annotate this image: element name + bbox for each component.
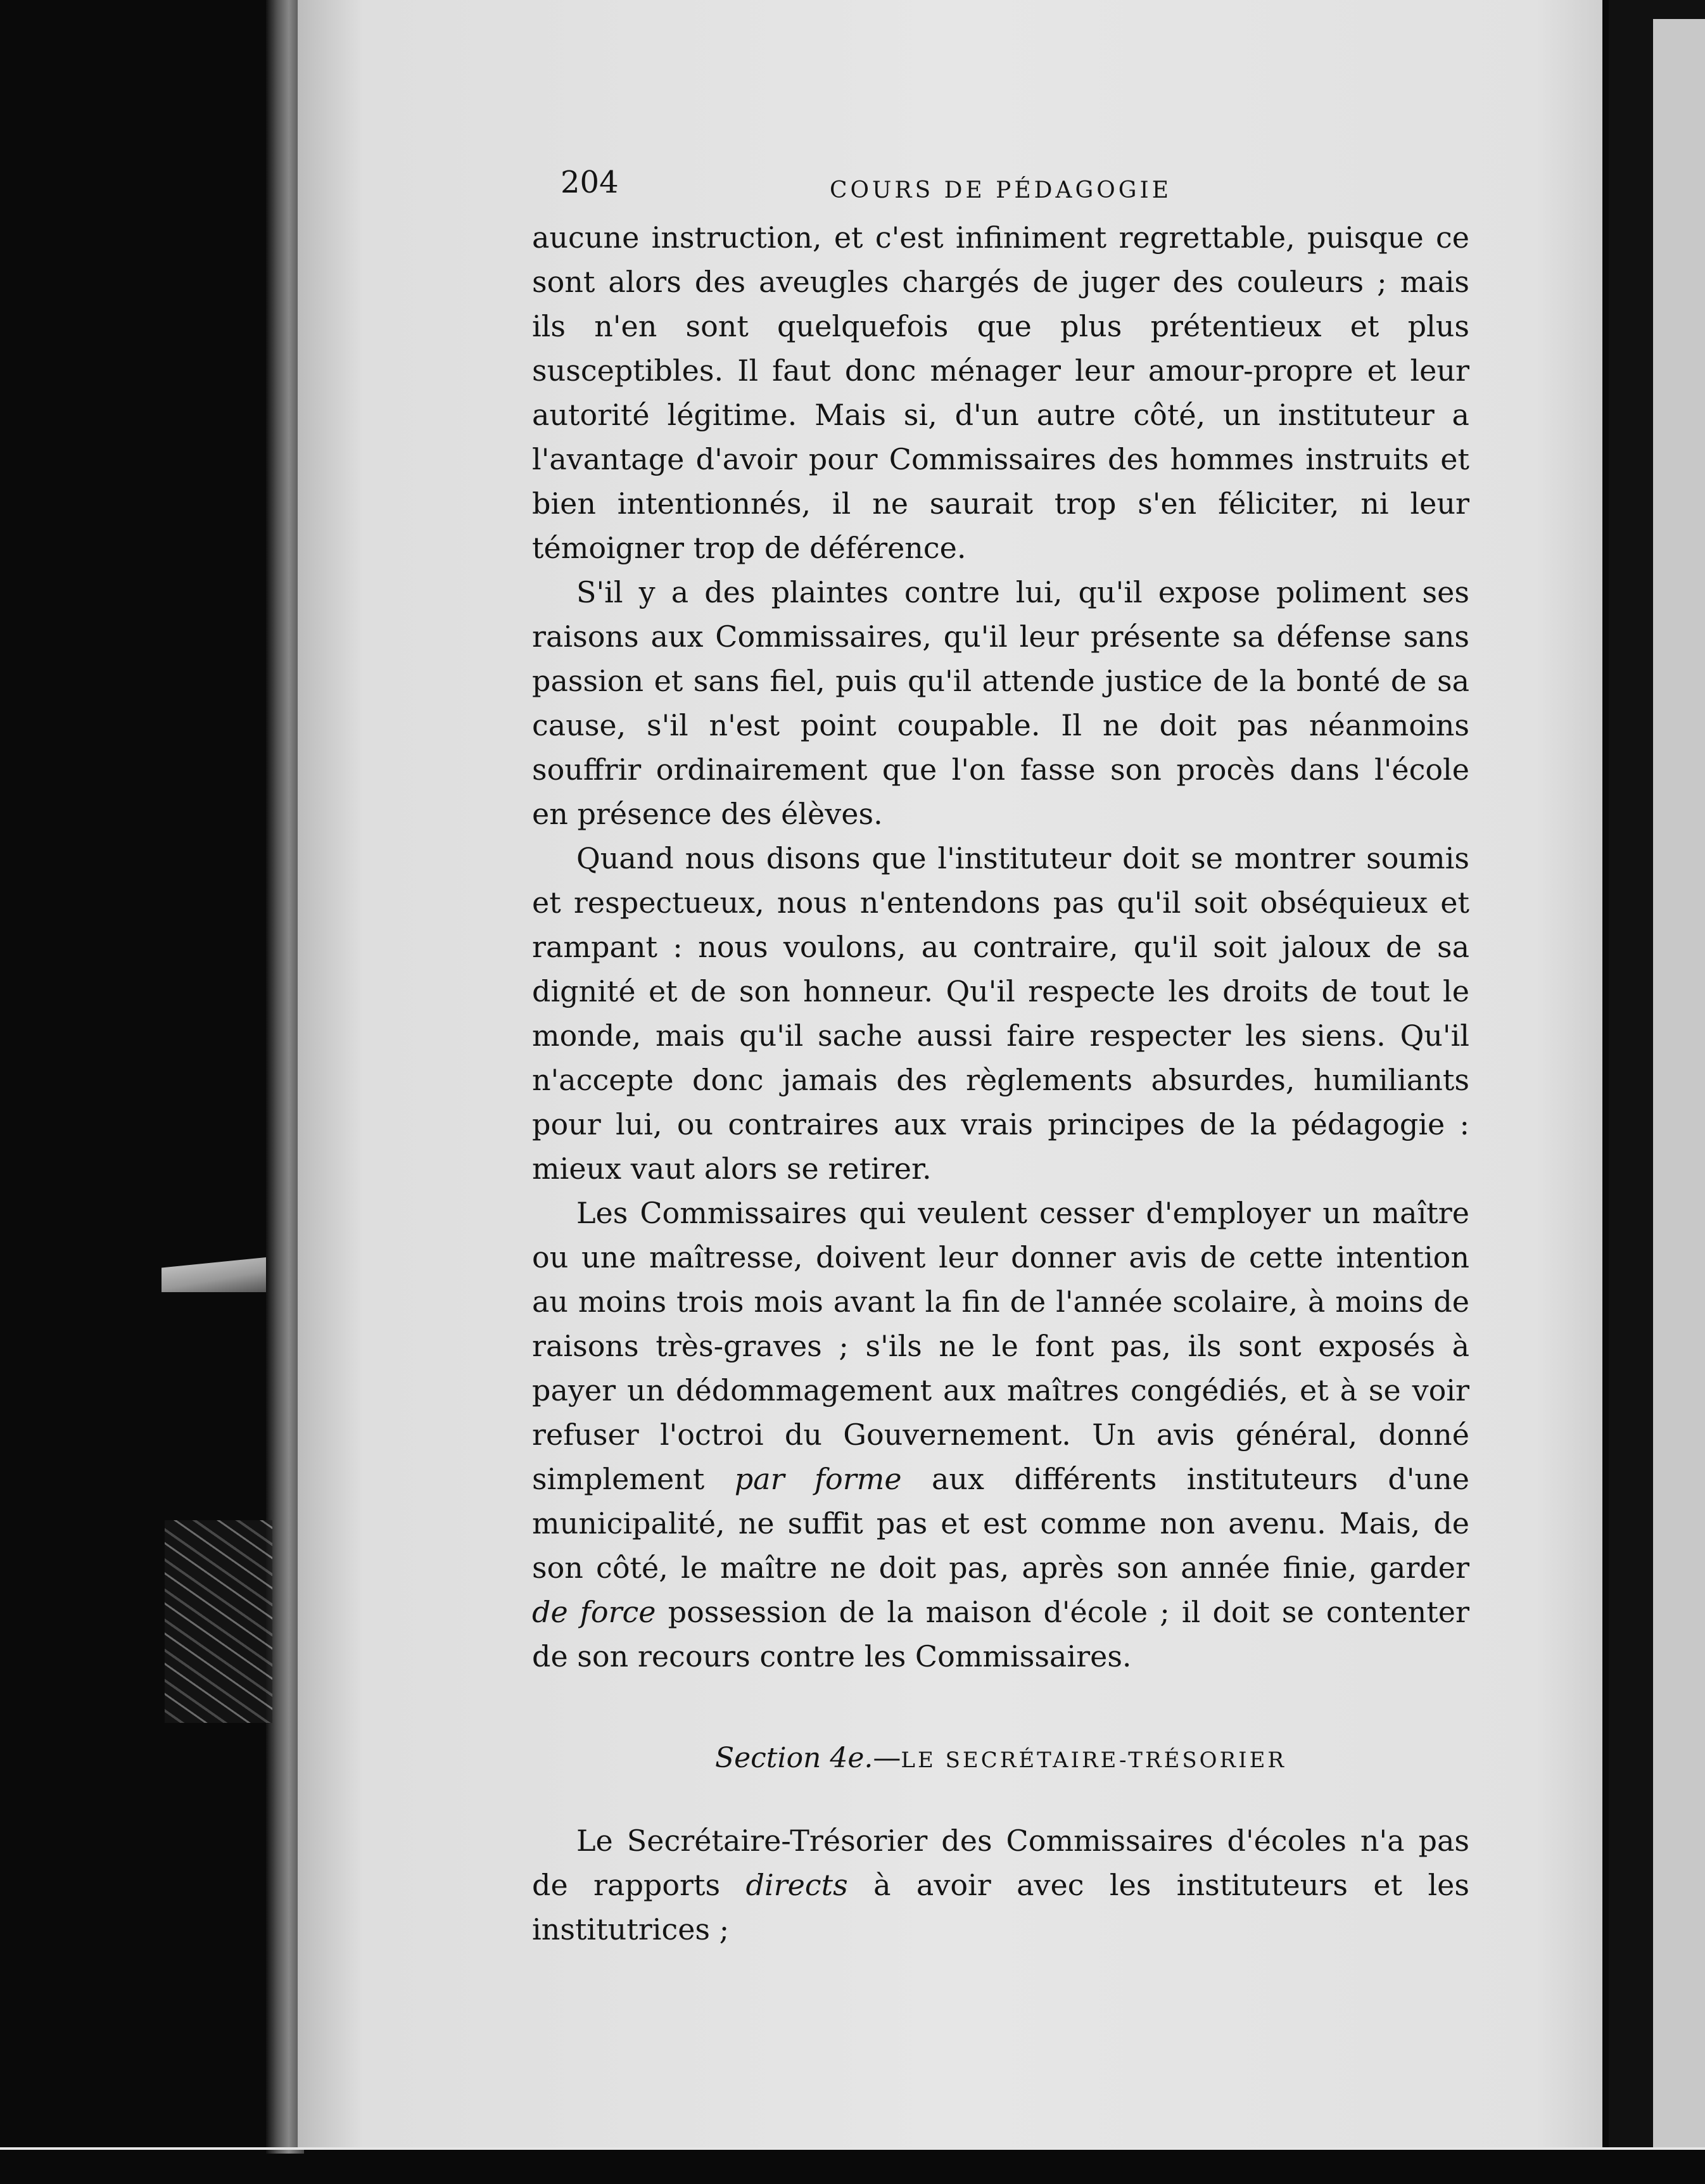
- paper-scrap: [162, 1257, 266, 1292]
- paragraph-5-text-a: Le Secrétaire-Trésorier des Commissaires d'écoles n'a pas de rapports: [532, 1824, 1469, 1902]
- paragraph-5: [532, 1819, 1469, 1952]
- page-header: [532, 165, 1469, 215]
- paragraph-3: Quand nous disons que l'instituteur doit se montrer soumis et respectueux, nous n'entendons pas qu'il soit obséquieux et rampant : nous voulons, au contraire, qu'il soit jaloux de sa dignité et de son honneur. Qu'il respecte les droits de tout le monde, mais qu'il sache aussi faire respecter les siens. Qu'il n'accepte donc jamais des règlements absurdes, humiliants pour lui, ou contraires aux vrais principes de la pédagogie : mieux vaut alors se retirer.: [532, 841, 1469, 1186]
- page-text-block: [532, 165, 1469, 1952]
- paragraph-1: aucune instruction, et c'est infiniment regrettable, puisque ce sont alors des aveugles chargés de juger des couleurs ; mais ils n'en sont quelquefois que plus prétentieux et plus susceptibles. Il faut donc ménager leur amour-propre et leur autorité légitime. Mais si, d'un autre côté, un instituteur a l'avantage d'avoir pour Commissaires des hommes instruits et bien intentionnés, il ne saurait trop s'en féliciter, ni leur témoigner trop de déférence.: [532, 220, 1469, 565]
- paragraph-4: [532, 1191, 1469, 1679]
- page-number: 204: [561, 165, 619, 200]
- paragraph-4-text-a: Les Commissaires qui veulent cesser d'employer un maître ou une maîtresse, doivent leur donner avis de cette intention au moins trois mois avant la fin de l'année scolaire, à moins de raisons très-graves ; s'ils ne le font pas, ils sont exposés à payer un dédommagement aux maîtres congédiés, et à se voir refuser l'octroi du Gouvernement. Un avis général, donné simplement: [532, 1196, 1469, 1496]
- scan-bottom-edge: [0, 2147, 1705, 2150]
- section-name: LE SECRÉTAIRE-TRÉSORIER: [901, 1748, 1286, 1773]
- section-heading: [532, 1742, 1469, 1774]
- running-head: COURS DE PÉDAGOGIE: [829, 177, 1172, 203]
- section-dash: —: [873, 1742, 901, 1774]
- paragraph-4-text-c: possession de la maison d'école ; il doit se contenter de son recours contre les Commissaires.: [532, 1595, 1469, 1673]
- next-page-edge: [1653, 19, 1705, 2147]
- paragraph-5-text-b: à avoir avec les instituteurs et les institutrices ;: [532, 1868, 1469, 1946]
- section-label: Section 4e.: [714, 1742, 873, 1774]
- paragraph-4-italic-de-force: de force: [532, 1595, 656, 1629]
- paragraph-4-italic-par-forme: par forme: [734, 1462, 902, 1496]
- paragraph-2: S'il y a des plaintes contre lui, qu'il expose poliment ses raisons aux Commissaires, qu'il leur présente sa défense sans passion et sans fiel, puis qu'il attende justice de la bonté de sa cause, s'il n'est point coupable. Il ne doit pas néanmoins souffrir ordinairement que l'on fasse son procès dans l'école en présence des élèves.: [532, 575, 1469, 831]
- paragraph-4-text-b: aux différents instituteurs d'une municipalité, ne suffit pas et est comme non avenu. Mais, de son côté, le maître ne doit pas, après son année finie, garder: [532, 1462, 1469, 1585]
- scan-margin-noise: [165, 1520, 272, 1723]
- paragraph-5-italic-directs: directs: [745, 1868, 848, 1902]
